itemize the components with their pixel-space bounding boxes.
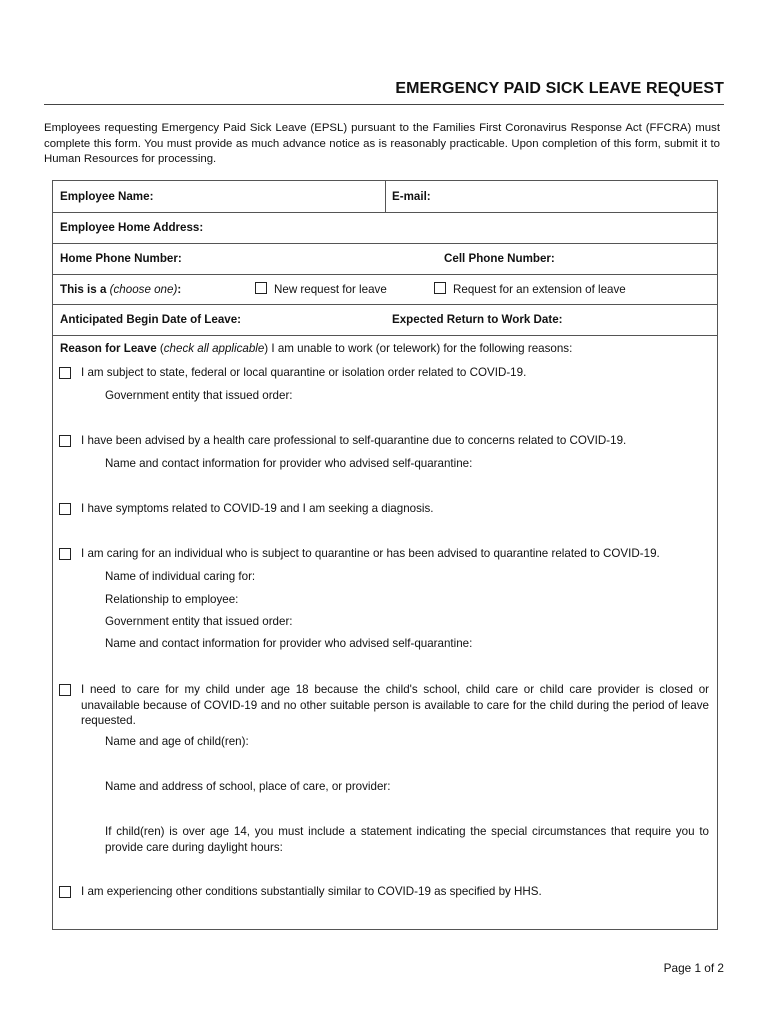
extension-request-label: Request for an extension of leave	[453, 283, 626, 296]
request-type-label	[60, 283, 181, 296]
extension-request-checkbox[interactable]	[434, 282, 446, 294]
reason-heading	[60, 342, 572, 355]
child-care-label: I need to care for my child under age 18 because the child's school, child care or child care provider is closed or unavailable because of COVID-19 and no other suitable person is available to care for the child during the period of leave requested.	[81, 683, 709, 727]
child-name-age-field[interactable]: Name and age of child(ren):	[105, 735, 249, 748]
intro-paragraph: Employees requesting Emergency Paid Sick Leave (EPSL) pursuant to the Families First Coronavirus Response Act (FFCRA) must complete this form. You must provide as much advance notice as is reasonably practicable. Upon completion of this form, submit it to Human Resources for processing.	[44, 122, 720, 165]
home-phone-field[interactable]: Home Phone Number:	[60, 252, 182, 265]
self-quarantine-label: I have been advised by a health care professional to self-quarantine due to concerns related to COVID-19.	[81, 434, 627, 447]
government-entity-field[interactable]: Government entity that issued order:	[105, 389, 293, 402]
reason-option-quarantine-order[interactable]	[59, 365, 709, 381]
relationship-field[interactable]: Relationship to employee:	[105, 593, 239, 606]
row-home-address	[53, 212, 717, 244]
colon-text: :	[177, 283, 182, 296]
advising-provider-field[interactable]: Name and contact information for provider who advised self-quarantine:	[105, 637, 473, 650]
other-conditions-checkbox[interactable]	[59, 886, 71, 898]
self-quarantine-checkbox[interactable]	[59, 435, 71, 447]
school-provider-field[interactable]: Name and address of school, place of care, or provider:	[105, 780, 391, 793]
page-number: Page 1 of 2	[663, 961, 724, 975]
child-care-checkbox[interactable]	[59, 684, 71, 696]
new-request-option[interactable]	[255, 282, 387, 296]
reason-option-self-quarantine[interactable]	[59, 433, 709, 449]
row-request-type	[53, 274, 717, 305]
page-title: EMERGENCY PAID SICK LEAVE REQUEST	[395, 80, 724, 97]
other-conditions-label: I am experiencing other conditions substantially similar to COVID-19 as specified by HHS.	[81, 885, 542, 898]
reason-open-paren: (	[156, 342, 164, 355]
new-request-label: New request for leave	[274, 283, 387, 296]
quarantine-order-checkbox[interactable]	[59, 367, 71, 379]
symptoms-label: I have symptoms related to COVID-19 and I am seeking a diagnosis.	[81, 502, 434, 515]
special-circumstances-field[interactable]: If child(ren) is over age 14, you must include a statement indicating the special circumstances that require you to provide care during daylight hours:	[105, 825, 709, 854]
individual-name-field[interactable]: Name of individual caring for:	[105, 570, 256, 583]
new-request-checkbox[interactable]	[255, 282, 267, 294]
home-address-field[interactable]: Employee Home Address:	[60, 221, 204, 234]
leave-request-form	[52, 180, 718, 930]
extension-request-option[interactable]	[434, 282, 626, 296]
row-name-email	[53, 181, 717, 213]
provider-contact-field[interactable]: Name and contact information for provider who advised self-quarantine:	[105, 457, 473, 470]
choose-one-text: (choose one)	[109, 283, 178, 296]
return-date-field[interactable]: Expected Return to Work Date:	[392, 313, 563, 326]
column-divider	[385, 181, 386, 212]
row-dates	[53, 304, 717, 336]
title-divider	[44, 104, 724, 105]
quarantine-order-label: I am subject to state, federal or local quarantine or isolation order related to COVID-19.	[81, 366, 527, 379]
reason-option-caring-individual[interactable]	[59, 546, 709, 562]
employee-name-field[interactable]: Employee Name:	[60, 190, 154, 203]
order-entity-field[interactable]: Government entity that issued order:	[105, 615, 293, 628]
check-all-text: check all applicable	[163, 342, 265, 355]
reason-option-symptoms[interactable]	[59, 501, 709, 517]
symptoms-checkbox[interactable]	[59, 503, 71, 515]
caring-individual-checkbox[interactable]	[59, 548, 71, 560]
caring-individual-label: I am caring for an individual who is subject to quarantine or has been advised to quarantine related to COVID-19.	[81, 547, 660, 560]
email-field[interactable]: E-mail:	[392, 190, 431, 203]
reason-text: ) I am unable to work (or telework) for the following reasons:	[264, 342, 573, 355]
reason-option-child-care[interactable]	[59, 682, 709, 729]
begin-date-field[interactable]: Anticipated Begin Date of Leave:	[60, 313, 242, 326]
cell-phone-field[interactable]: Cell Phone Number:	[444, 252, 555, 265]
reason-label: Reason for Leave	[60, 342, 157, 355]
reason-option-other-conditions[interactable]	[59, 884, 709, 900]
row-phones	[53, 243, 717, 275]
this-is-a-text: This is a	[60, 283, 107, 296]
